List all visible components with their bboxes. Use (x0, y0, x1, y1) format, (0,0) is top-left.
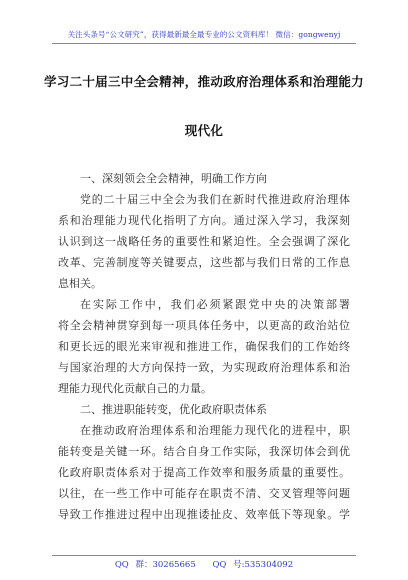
footer-contact (0, 558, 408, 570)
header-notice: 关注头条号“公文研究”，获得最新最全最专业的公文资料库！ 微信：gongwenyj (67, 30, 341, 39)
body-line: 在推动政府治理体系和治理能力现代化的进程中，职 (80, 424, 350, 437)
body-line: 改革、完善制度等关键要点，这些都与我们日常的工作息 (58, 256, 350, 269)
footer-qq-group: QQ 群：30265665 (114, 560, 196, 570)
section-heading-1: 一、深刻领会全会精神，明确工作方向 (80, 172, 267, 185)
section-heading-2: 二、推进职能转变，优化政府职责体系 (80, 403, 267, 416)
body-line: 能转变是关键一环。结合自身工作实际，我深切体会到优 (58, 445, 350, 458)
body-line: 理能力现代化贡献自己的力量。 (58, 382, 212, 395)
body-line: 党的二十届三中全会为我们在新时代推进政府治理体 (80, 193, 350, 206)
body-line: 化政府职责体系对于提高工作效率和服务质量的重要性。 (58, 466, 350, 479)
header-divider (52, 43, 356, 44)
document-body (58, 168, 350, 525)
footer-qq-number: QQ 号:535304092 (212, 560, 294, 570)
body-line: 息相关。 (58, 277, 102, 290)
body-line: 在实际工作中，我们必须紧跟党中央的决策部署 (80, 298, 350, 311)
body-line: 导致工作推进过程中出现推诿扯皮、效率低下等现象。学 (58, 508, 350, 521)
document-title-line-2: 现代化 (184, 123, 224, 138)
body-line: 认识到这一战略任务的重要性和紧迫性。全会强调了深化 (58, 235, 350, 248)
body-line: 系和治理能力现代化指明了方向。通过深入学习，我深刻 (58, 214, 350, 227)
body-line: 以往，在一些工作中可能存在职责不清、交叉管理等问题 (58, 487, 350, 500)
document-title-line-1: 学习二十届三中全会精神，推动政府治理体系和治理能力 (43, 74, 364, 89)
footer-divider (52, 555, 356, 556)
body-line: 与国家治理的大方向保持一致，为实现政府治理体系和治 (58, 361, 350, 374)
body-line: 将全会精神贯穿到每一项具体任务中，以更高的政治站位 (58, 319, 350, 332)
body-line: 和更长远的眼光来审视和推进工作，确保我们的工作始终 (58, 340, 350, 353)
